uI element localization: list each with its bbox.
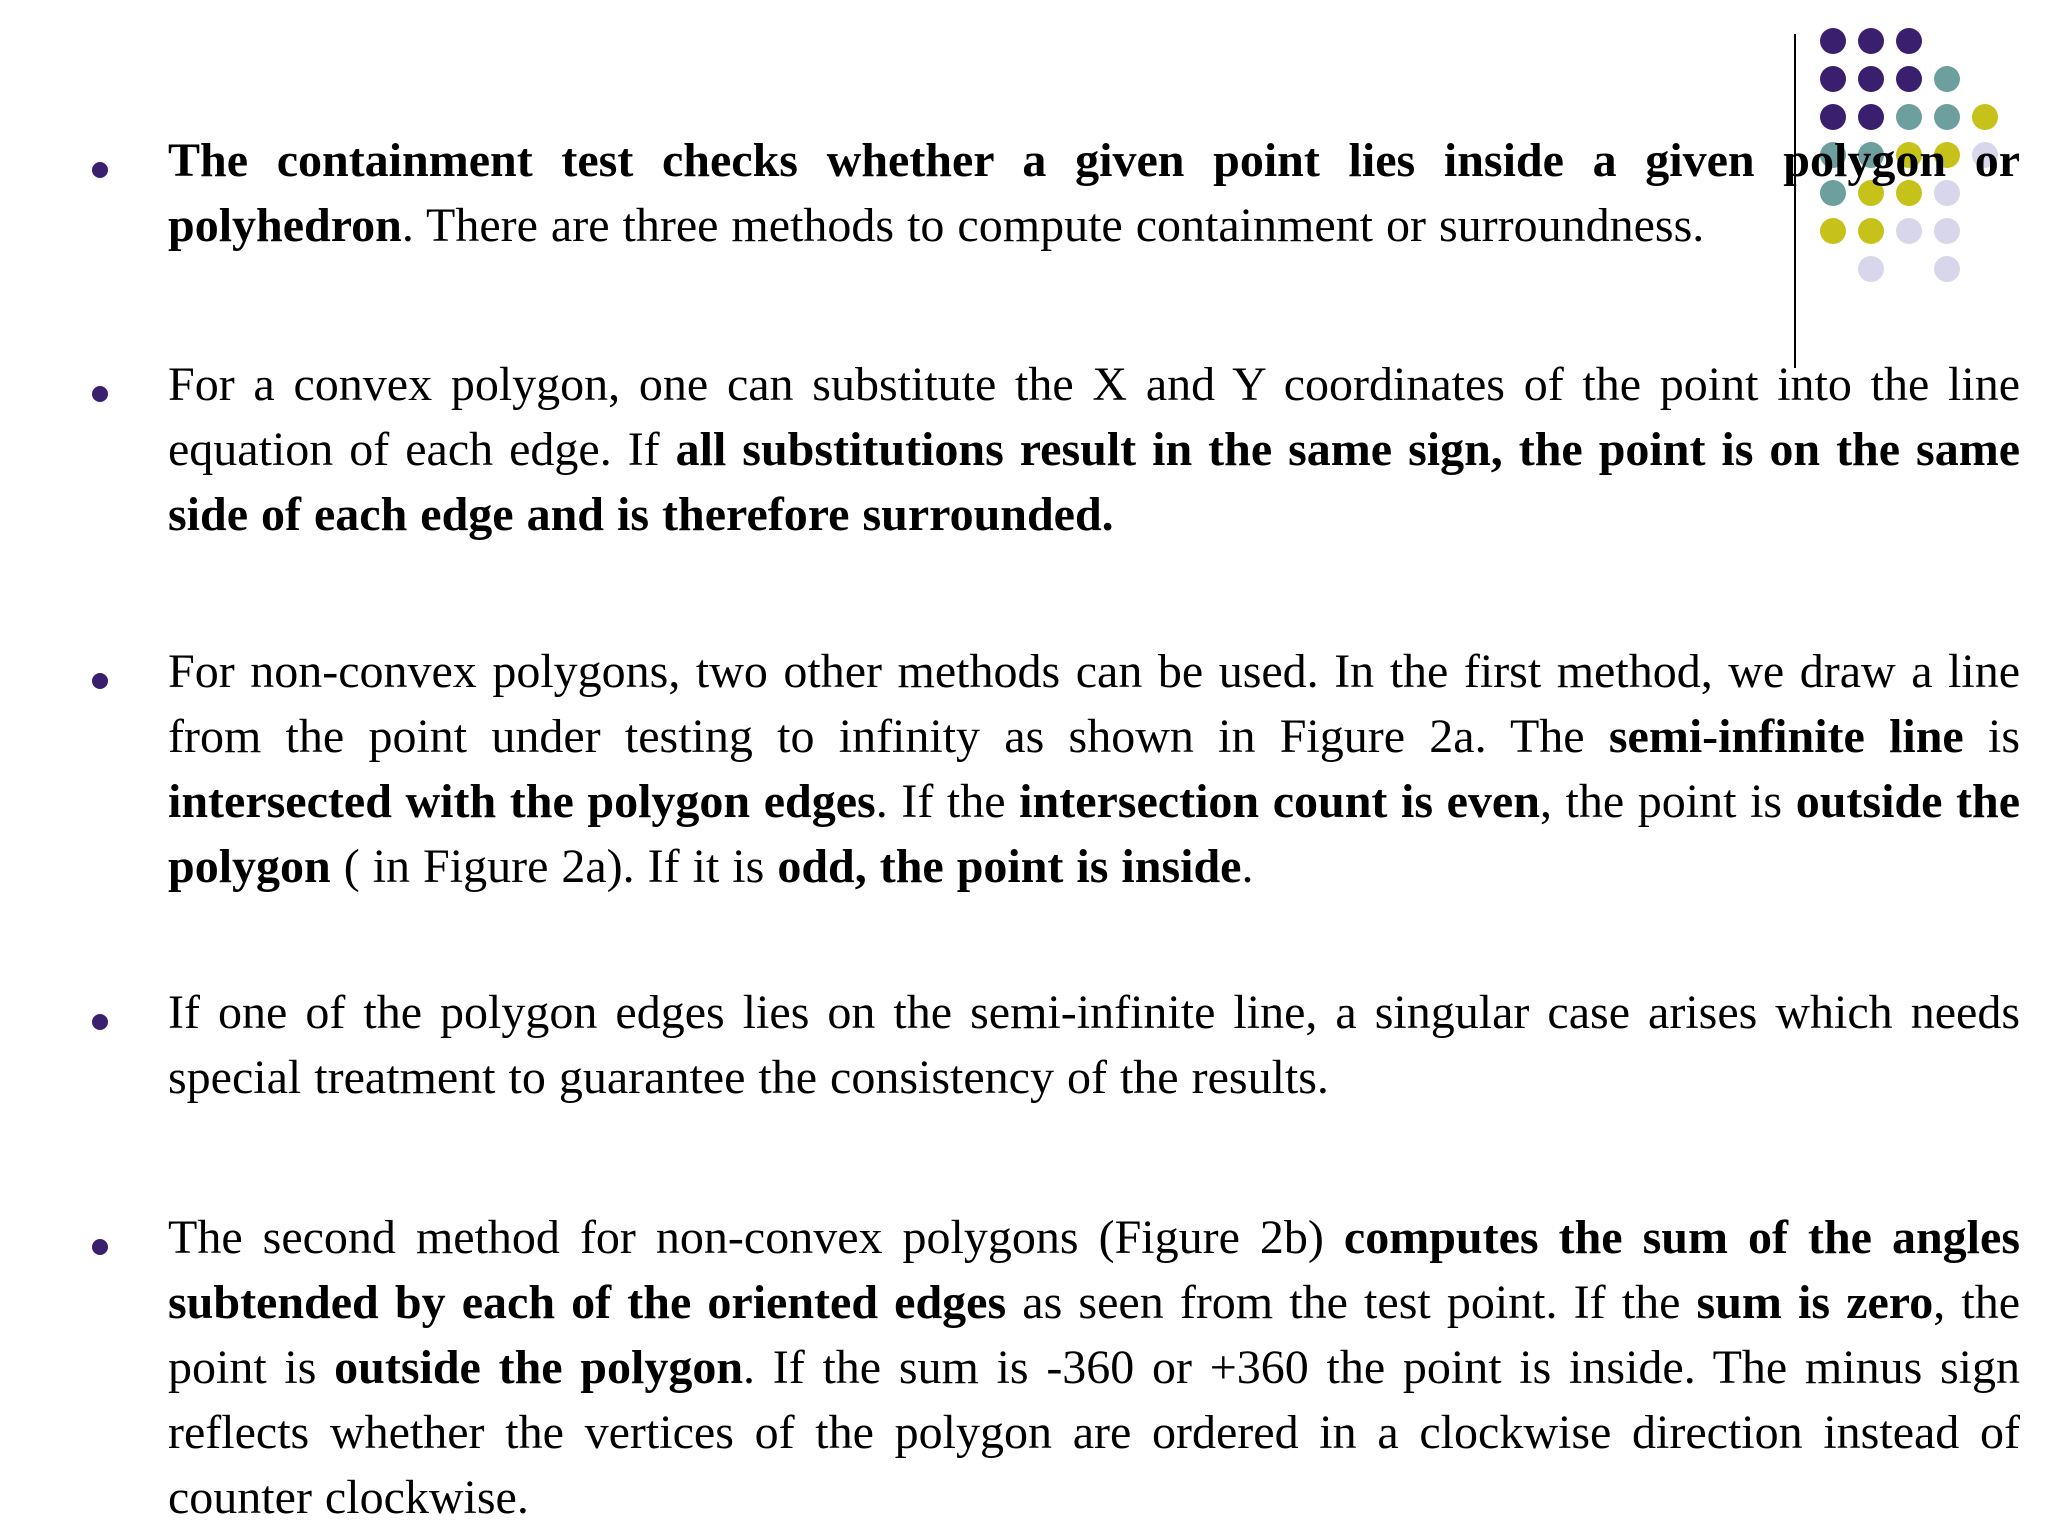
bold-text-segment: intersection count is even bbox=[1019, 775, 1540, 828]
bold-text-segment: semi-infinite line bbox=[1608, 710, 1964, 763]
decorative-dot bbox=[1858, 28, 1884, 54]
bullet-text bbox=[168, 980, 2020, 1110]
text-segment: is bbox=[1963, 710, 2021, 763]
decorative-dot bbox=[1934, 256, 1960, 282]
decorative-dot bbox=[1896, 104, 1922, 130]
text-segment: , the point is bbox=[168, 1276, 2021, 1394]
text-segment: For non-convex polygons, two other methods can be used. In the first method, we draw a line from the point under testing to infinity as shown in Figure 2a. The bbox=[168, 645, 2020, 763]
decorative-dot bbox=[1858, 66, 1884, 92]
decorative-dot bbox=[1896, 66, 1922, 92]
text-segment: For a convex polygon, one can substitute the X and Y coordinates of the point into the line equation of each edge. If bbox=[168, 358, 2020, 476]
bullet-text bbox=[168, 639, 2020, 899]
bullet-item-singular-case bbox=[80, 980, 2020, 1110]
bullet-dot-icon bbox=[80, 352, 168, 416]
bullet-dot-icon bbox=[80, 980, 168, 1044]
bold-text-segment: outside the polygon bbox=[168, 775, 2021, 893]
text-segment: . If the bbox=[875, 775, 1020, 828]
bullet-item-containment-test bbox=[80, 128, 2020, 258]
bullet-text bbox=[168, 1205, 2020, 1530]
decorative-dot bbox=[1972, 104, 1998, 130]
text-segment: If one of the polygon edges lies on the semi-infinite line, a singular case arises which needs special treatment to guarantee the consistency of the results. bbox=[168, 986, 2020, 1104]
bullet-text bbox=[168, 352, 2020, 547]
bold-text-segment: all substitutions result in the same sign, the point is on the same side of each edge and is therefore surrounded. bbox=[168, 423, 2021, 541]
bold-text-segment: odd, the point is inside bbox=[777, 840, 1242, 893]
text-segment: . bbox=[1241, 840, 1254, 893]
bullet-dot-icon bbox=[80, 1205, 168, 1269]
decorative-dot bbox=[1858, 104, 1884, 130]
bullet-dot-icon bbox=[80, 128, 168, 192]
decorative-dot bbox=[1820, 28, 1846, 54]
decorative-dot bbox=[1858, 256, 1884, 282]
bullet-item-non-convex-first-method bbox=[80, 639, 2020, 899]
bold-text-segment: sum is zero bbox=[1696, 1276, 1934, 1329]
bullet-item-second-method bbox=[80, 1205, 2020, 1530]
bold-text-segment: outside the polygon bbox=[334, 1341, 744, 1394]
text-segment: , the point is bbox=[1539, 775, 1796, 828]
bold-text-segment: intersected with the polygon edges bbox=[168, 775, 876, 828]
decorative-dot bbox=[1820, 104, 1846, 130]
text-segment: as seen from the test point. If the bbox=[1006, 1276, 1697, 1329]
decorative-dot bbox=[1896, 28, 1922, 54]
text-segment: . If the sum is -360 or +360 the point is inside. The minus sign reflects whether the vertices of the polygon are ordered in a clockwise direction instead of counter clockwise. bbox=[168, 1341, 2021, 1524]
bold-text-segment: computes the sum of the angles subtended by each of the oriented edges bbox=[168, 1211, 2020, 1329]
text-segment: The second method for non-convex polygons (Figure 2b) bbox=[168, 1211, 1344, 1264]
decorative-dot bbox=[1934, 104, 1960, 130]
decorative-dot bbox=[1934, 66, 1960, 92]
bullet-dot-icon bbox=[80, 639, 168, 703]
bullet-item-convex-polygon bbox=[80, 352, 2020, 547]
decorative-dot bbox=[1820, 66, 1846, 92]
text-segment: . There are three methods to compute containment or surroundness. bbox=[401, 199, 1705, 252]
text-segment: ( in Figure 2a). If it is bbox=[330, 840, 778, 893]
bold-text-segment: The containment test checks whether a given point lies inside a given polygon or polyhedron bbox=[168, 134, 2020, 252]
bullet-text bbox=[168, 128, 2020, 258]
